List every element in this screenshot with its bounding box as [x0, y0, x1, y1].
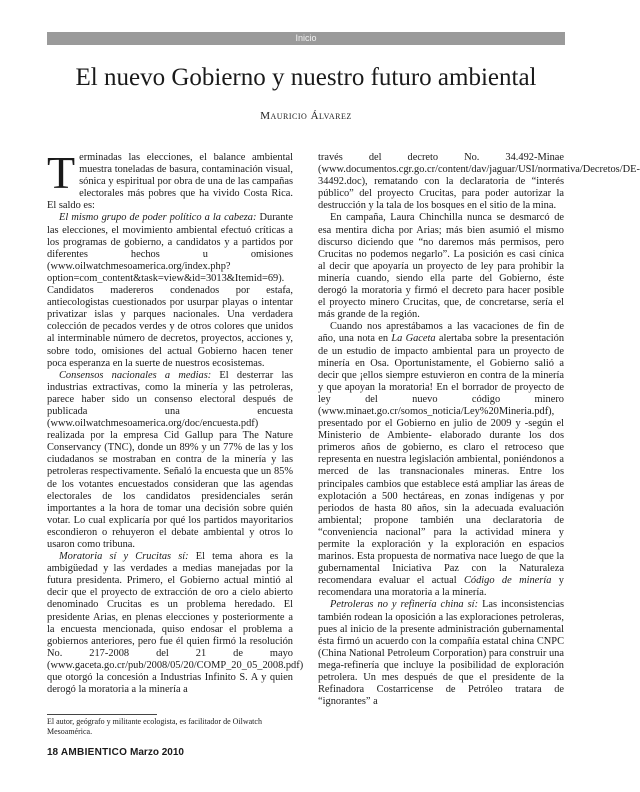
- paragraph-text: Cuando nos aprestábamos a las vacaciones de fin de año, una nota en: [318, 321, 564, 345]
- footnote-rule: [47, 714, 157, 715]
- paragraph: [318, 599, 564, 708]
- author-footnote: El autor, geógrafo y militante ecologista, es facilitador de Oilwatch Mesoamérica.: [47, 717, 262, 736]
- paragraph: [47, 551, 304, 696]
- author-byline: Mauricio Álvarez: [260, 110, 352, 122]
- right-column: [318, 152, 640, 766]
- paragraph-text: y recomendara una moratoria a la minería.: [318, 575, 564, 599]
- paragraph-text: En campaña, Laura Chinchilla nunca se desmarcó de esa mentira dicha por Arias; más bien asumió el mismo discurso diciendo que “no daremos más permisos, pero Crucitas no podemos negarlo”. La posición es casi cínica al decir que apoyaría un proyecto de ley para prohibir la minería cuando, siendo ella parte del Gobierno, éste derogó la moratoria y firmó el decreto para hacer posible el proyecto minero Crucitas, que, de concretarse, sería el más grande de la región.: [318, 212, 564, 321]
- paragraph-lead: El mismo grupo de poder político a la cabeza:: [59, 212, 257, 224]
- page-footer: [47, 747, 184, 759]
- paragraph: [318, 212, 564, 321]
- paragraph: [47, 212, 293, 369]
- publication-logo: AMBIENTICO: [60, 747, 128, 758]
- paragraph-text: Las inconsistencias también rodean la oposición a las exploraciones petroleras, pues al inicio de la presente administración gubernamental ésta firmó un acuerdo con la compañía estatal china CNPC (China National Petroleum Corporation) para construir una mega-refinería que incluye la posibilidad de exploración petrolera. Un mes después de que el presidente de la Refinadora Costarricense de Petróleo tratara de “ignorantes” a: [318, 599, 564, 708]
- paragraph-text: El tema ahora es la ambigüedad y las verdades a medias manejadas por la futura presidenta. Primero, el Gobierno actual mintió al decir que el proyecto de extracción de oro a cielo abierto denominado Crucitas es un problema heredado. El presidente Arias, en plenas elecciones y posteriormente a la encuesta mencionada, quiso endosar el problema a gobiernos anteriores, pero fue él quien firmó la resolución No. 217-2008 del 21 de mayo (www.gaceta.go.cr/pub/2008/05/20/COMP_20_05_2008.pdf) que otorgó la concesión a Industrias Infinito S. A y quien derogó la moratoria a la minería a: [47, 551, 304, 696]
- paragraph-text: El desterrar las industrias extractivas, como la minería y las petroleras, parece haber sido un consenso electoral después de publicada una encuesta (www.oilwatchmesoamerica.org/doc/encuesta.pdf) realizada por la empresa Cid Gallup para The Nature Conservancy (TNC), donde un 89% y un 77% de las y los ciudadanos se mostraban en contra de la minería y las petroleras respectivamente. Señaló la encuesta que un 85% de los votantes encuestados consideran que las agendas electorales de los candidatos presidenciales serán importantes a la hora de tomar una decisión sobre quién votar. Lo cual explicaría por qué los partidos mayoritarios escondieron o rehuyeron el debate ambiental y otros lo usaron como tribuna.: [47, 369, 293, 550]
- issue-date: Marzo 2010: [130, 747, 184, 758]
- section-bar: [47, 32, 565, 45]
- paragraph-lead: Moratoria sí y Crucitas sí:: [59, 551, 189, 563]
- page-number: 18: [47, 747, 59, 758]
- drop-cap: T: [47, 147, 76, 198]
- section-link[interactable]: Inicio: [295, 33, 317, 43]
- paragraph: [318, 321, 564, 599]
- law-name: Código de minería: [463, 575, 552, 587]
- paragraph-text: alertaba sobre la presentación de un estudio de impacto ambiental para un proyecto de minería en Osa. Oportunistamente, el Gobierno salió a decir que ¡ellos siempre estuvieron en contra de la minería y que apoyan la moratoria! En el borrador de proyecto de ley del nuevo código minero (www.minaet.go.cr/somos_noticia/Ley%20Mineria.pdf), presentado por el Gobierno en julio de 2009 y -según el Ministerio de Ambiente- elaborado durante los dos primeros años de gobierno, es claro el retroceso que representa en nuestra legislación ambiental, poniéndonos a merced de las transnacionales mineras. Entre los principales cambios que establece está ampliar las áreas de explotación a 500 hectáreas, en zonas indígenas y por periodos de hasta 80 años, sin la adecuada evaluación ambiental; propone también una declaratoria de “conveniencia nacional” para la actividad minera y permite la exploración y la exploración en espacios marinos. Esta propuesta de normativa nace luego de que la gubernamental Iniciativa Paz con la Naturaleza recomendara evaluar el actual: [318, 333, 565, 587]
- paragraph-lead: Petroleras no y refinería china sí:: [330, 599, 479, 611]
- paragraph-text: Durante las elecciones, el movimiento ambiental efectuó críticas a los programas de gobierno, a candidatos y a partidos por diferentes hechos u omisiones (www.oilwatchmesoamerica.org/index.php?option=com_content&task=view&id=3013&Itemid=69). Candidatos madereros condenados por estafa, antiecologistas cuestionados por usurpar playas o intentar privatizar islas y parques nacionales. Una verdadera colección de pecados verdes y de otros colores que unidos al interminable número de decretos, proyectos, acciones y, sobre todo, omisiones del actual Gobierno hacen tener poca esperanza en la suerte de nuestros ecosistemas.: [47, 212, 293, 369]
- article-title: El nuevo Gobierno y nuestro futuro ambiental: [75, 64, 537, 91]
- paragraph-text: través del decreto No. 34.492-Minae (www.documentos.cgr.go.cr/content/dav/jaguar/USI/normativa/Decretos/DE-34492.doc), rematando con la declaratoria de “interés público” del proyecto Crucitas, para poder autorizar la destrucción y la tala de los bosques en el sitio de la mina.: [318, 152, 640, 212]
- paragraph: [47, 370, 293, 551]
- paragraph: [47, 147, 293, 212]
- left-column: [47, 147, 304, 712]
- paragraph-text: erminadas las elecciones, el balance ambiental muestra toneladas de basura, contaminación visual, sónica y espiritual por obra de una de las campañas electorales más pobres que ha vivido Costa Rica. El saldo es:: [47, 152, 293, 212]
- publication-name: La Gaceta: [391, 333, 436, 345]
- paragraph: [318, 152, 640, 212]
- paragraph-lead: Consensos nacionales a medias:: [59, 369, 212, 381]
